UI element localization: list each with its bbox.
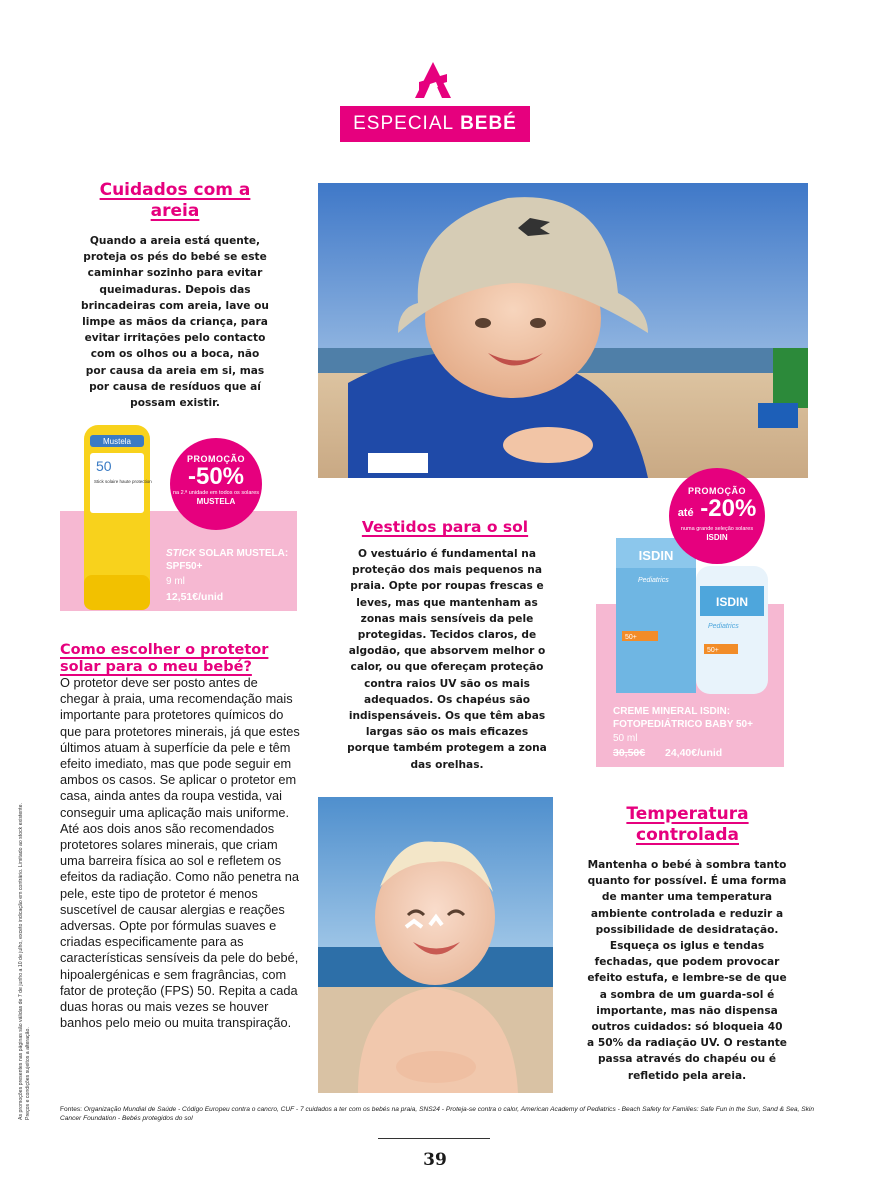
mustela-stick-product bbox=[78, 425, 156, 610]
footer-divider bbox=[378, 1138, 490, 1139]
isdin-bottle-spf: 50+ bbox=[707, 647, 719, 654]
mustela-promo-badge bbox=[170, 438, 262, 530]
vestidos-title: Vestidos para o sol bbox=[361, 518, 529, 536]
areia-body: Quando a areia está quente, proteja os pés do bebé se este caminhar sozinho para evitar queimaduras. Depois das brincadeiras com areia, lave ou limpe as mãos da criança, para evitar irritações pelo contacto com os olhos ou a boca, não por causa da areia em si, mas por causa de resíduos que aí possam existir. bbox=[81, 235, 269, 410]
mustela-badge-brand: MUSTELA bbox=[196, 497, 236, 506]
sources-label: Fontes: bbox=[60, 1106, 84, 1113]
isdin-badge-brand: ISDIN bbox=[706, 533, 728, 542]
mustela-product-price: 12,51€/unid bbox=[166, 591, 224, 603]
protetor-paragraph-1: O protetor deve ser posto antes de chegar à praia, uma recomendação mais importante para protetores químicos do que para protetores minerais, já que estes últimos atuam à superfície da pele e têm efeito imediato, mas que pode seguir em ambos os casos. Se aplicar o protetor em casa, ainda antes da roupa vestida, vai conseguir uma aplicação mais uniforme. bbox=[60, 675, 300, 820]
mustela-name-italic: STICK bbox=[166, 548, 196, 559]
isdin-product-size: 50 ml bbox=[613, 733, 638, 744]
isdin-bottle-brand: ISDIN bbox=[715, 595, 749, 609]
isdin-badge-discount: -20% bbox=[700, 495, 757, 522]
isdin-old-price: 30,50€ bbox=[613, 747, 646, 759]
mustela-name-rest: SOLAR MUSTELA: SPF50+ bbox=[166, 548, 289, 572]
baby-sunscreen-photo bbox=[318, 797, 553, 1093]
protetor-body bbox=[60, 675, 300, 1031]
vestidos-body: O vestuário é fundamental na proteção dos mais pequenos na praia. Opte por roupas frescas e leves, mas que mantenham as zonas mais sensíveis da pele protegidas. Tecidos claros, de algodão, que absorvem melhor o calor, ou que ofereçam proteção contra raios UV são os mais adequados. Os chapéus são indispensáveis. Os que têm abas largas são os mais eficazes porque também protegem a zona das orelhas. bbox=[347, 548, 547, 771]
protetor-title: Como escolher o protetor solar para o meu bebé? bbox=[60, 642, 269, 675]
sources-text: Organização Mundial de Saúde - Código Europeu contra o cancro, CUF - 7 cuidados a ter com os bebés na praia, SNS24 - Proteja-se contra o calor, American Academy of Pediatrics - Beach Safety for Families: Safe Fun in the Sun, Sand & Sea, Skin Cancer Foundation - Bebés protegidos do sol bbox=[60, 1106, 815, 1122]
temperatura-title: Temperatura controlada bbox=[626, 804, 749, 845]
isdin-product-name: CREME MINERAL ISDIN: FOTOPEDIÁTRICO BABY 50+ bbox=[613, 706, 753, 730]
section-tag bbox=[340, 106, 530, 142]
mustela-product-size: 9 ml bbox=[166, 576, 185, 587]
isdin-promo-badge bbox=[669, 468, 765, 564]
page-number: 39 bbox=[423, 1150, 447, 1170]
baby-beach-photo bbox=[318, 183, 808, 478]
section-tag-bold: BEBÉ bbox=[460, 113, 517, 134]
isdin-box-brand: ISDIN bbox=[638, 548, 674, 563]
isdin-bottle-line: Pediatrics bbox=[708, 623, 739, 630]
temperatura-body: Mantenha o bebé à sombra tanto quanto for possível. É uma forma de manter uma temperatura ambiente controlada e reduzir a possibilidade de desidratação. Esqueça os iglus e tendas fechadas, que podem provocar efeito estufa, e lembre-se de que a sombra de um guarda-sol é importante, mas não dispensa outros cuidados: só bloqueia 40 a 50% da radiação UV. O restante passa através do chapéu ou é refletido pela areia. bbox=[587, 859, 787, 1082]
protetor-paragraph-2: Até aos dois anos são recomendados protetores solares minerais, que criam uma barreira física ao sol e refletem os efeitos da radiação. Como não penetra na pele, este tipo de protetor é menos suscetível de causar alergias e reações adversas. Opte por fórmulas suaves e criadas especificamente para as características sensíveis da pele do bebé, hipoalergénicas e sem fragrâncias, com fator de proteção (FPS) 50. Repita a cada duas horas ou mais vezes se houver banhos pelo meio ou muita transpiração. bbox=[60, 820, 300, 1031]
mustela-pack-spf: 50 bbox=[96, 458, 112, 474]
isdin-badge-label: PROMOÇÃO bbox=[688, 486, 746, 496]
areia-title: Cuidados com a areia bbox=[99, 180, 251, 221]
mustela-pack-text: Stick solaire haute protection bbox=[94, 479, 152, 484]
section-tag-prefix: ESPECIAL bbox=[353, 113, 455, 134]
isdin-badge-prefix: até bbox=[677, 507, 694, 519]
mustela-badge-label: PROMOÇÃO bbox=[187, 454, 245, 464]
mustela-product-name bbox=[166, 547, 296, 573]
isdin-product-price: 24,40€/unid bbox=[665, 747, 723, 759]
promo-disclaimer: As promoções presentes nas páginas são válidas de 7 de junho a 10 de julho, exceto indicação em contrário. Limitado ao stock existente. Preços e condições sujeitos a alteração. bbox=[18, 803, 31, 1120]
isdin-box-line: Pediatrics bbox=[638, 577, 669, 584]
isdin-box-spf: 50+ bbox=[625, 634, 637, 641]
mustela-badge-discount: -50% bbox=[187, 463, 245, 490]
mustela-badge-note: na 2.ª unidade em todos os solares bbox=[172, 490, 260, 496]
isdin-product-pack bbox=[612, 536, 772, 696]
sources-footnote bbox=[60, 1105, 820, 1123]
isdin-badge-note: numa grande seleção solares bbox=[680, 526, 754, 532]
magazine-logo bbox=[411, 60, 455, 100]
mustela-pack-brand: Mustela bbox=[102, 437, 132, 446]
